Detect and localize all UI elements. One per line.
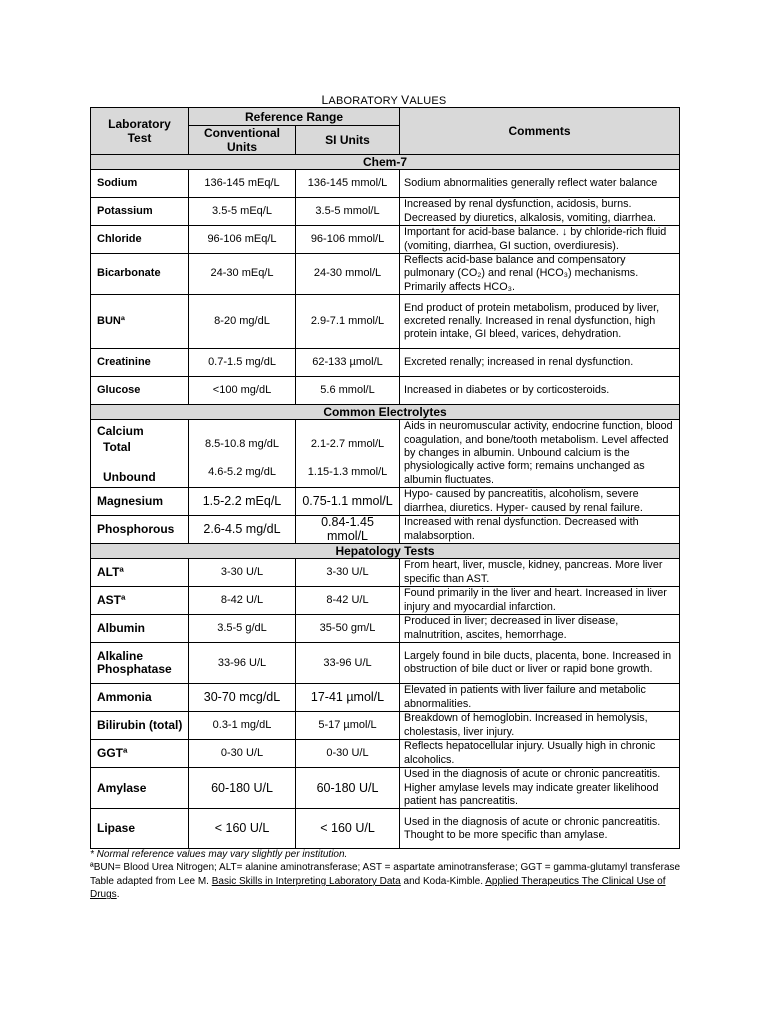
conventional-value: 3.5-5 mEq/L bbox=[189, 198, 296, 226]
table-row bbox=[91, 226, 680, 254]
comment: From heart, liver, muscle, kidney, pancreas. More liver specific than AST. bbox=[400, 559, 680, 587]
conventional-value: 3-30 U/L bbox=[189, 559, 296, 587]
calcium-label: Calcium bbox=[97, 423, 144, 438]
test-name: Creatinine bbox=[91, 349, 189, 377]
si-value: 136-145 mmol/L bbox=[296, 170, 400, 198]
footnotes bbox=[90, 848, 690, 902]
conventional-value: 30-70 mcg/dL bbox=[189, 684, 296, 712]
conventional-value: 60-180 U/L bbox=[189, 768, 296, 809]
test-name: Bicarbonate bbox=[91, 254, 189, 295]
conventional-value: 2.6-4.5 mg/dL bbox=[189, 516, 296, 544]
comment: End product of protein metabolism, produced by liver, excreted renally. Increased in renal dysfunction, high protein intake, GI bleed, varices, dehydration. bbox=[400, 295, 680, 349]
table-row bbox=[91, 643, 680, 684]
comment: Reflects acid-base balance and compensatory pulmonary (CO₂) and renal (HCO₃) mechanisms. Primarily affects HCO₃. bbox=[400, 254, 680, 295]
comment: Reflects hepatocellular injury. Usually high in chronic alcoholics. bbox=[400, 740, 680, 768]
table-row bbox=[91, 740, 680, 768]
table-row bbox=[91, 516, 680, 544]
table-row bbox=[91, 349, 680, 377]
si-value: < 160 U/L bbox=[296, 809, 400, 849]
si-value: 8-42 U/L bbox=[296, 587, 400, 615]
comment-calcium: Aids in neuromuscular activity, endocrine function, blood coagulation, and bone/tooth metabolism. Level affected by changes in albumin. Unbound calcium is the physiologically active form; remains unchanged as albumin fluctuates. bbox=[400, 420, 680, 488]
test-name: Lipase bbox=[91, 809, 189, 849]
table-row bbox=[91, 170, 680, 198]
table-row bbox=[91, 684, 680, 712]
comment: Produced in liver; decreased in liver disease, malnutrition, ascites, hemorrhage. bbox=[400, 615, 680, 643]
conventional-value: 24-30 mEq/L bbox=[189, 254, 296, 295]
calcium-unbound-label: Unbound bbox=[103, 469, 156, 484]
table-row bbox=[91, 254, 680, 295]
section-electrolytes: Common Electrolytes bbox=[91, 405, 680, 420]
test-name: Albumin bbox=[91, 615, 189, 643]
comment: Found primarily in the liver and heart. Increased in liver injury and myocardial infarction. bbox=[400, 587, 680, 615]
si-value: 3.5-5 mmol/L bbox=[296, 198, 400, 226]
test-name: BUNª bbox=[91, 295, 189, 349]
calcium-total-label: Total bbox=[103, 439, 131, 454]
comment: Elevated in patients with liver failure and metabolic abnormalities. bbox=[400, 684, 680, 712]
table-row bbox=[91, 488, 680, 516]
test-name: Chloride bbox=[91, 226, 189, 254]
conventional-value: 1.5-2.2 mEq/L bbox=[189, 488, 296, 516]
conventional-value: 136-145 mEq/L bbox=[189, 170, 296, 198]
table-row-calcium bbox=[91, 420, 680, 488]
si-value: 3-30 U/L bbox=[296, 559, 400, 587]
si-value: 2.9-7.1 mmol/L bbox=[296, 295, 400, 349]
comment: Used in the diagnosis of acute or chronic pancreatitis. Thought to be more specific than amylase. bbox=[400, 809, 680, 849]
section-hepatology: Hepatology Tests bbox=[91, 544, 680, 559]
test-name: ASTª bbox=[91, 587, 189, 615]
header-reference-range: Reference Range bbox=[189, 108, 400, 126]
table-row bbox=[91, 295, 680, 349]
test-name: Magnesium bbox=[91, 488, 189, 516]
test-name: Sodium bbox=[91, 170, 189, 198]
table-row bbox=[91, 712, 680, 740]
si-value-calcium bbox=[296, 420, 400, 488]
conventional-value: 8-20 mg/dL bbox=[189, 295, 296, 349]
si-value: 5.6 mmol/L bbox=[296, 377, 400, 405]
si-value: 62-133 µmol/L bbox=[296, 349, 400, 377]
comment: Sodium abnormalities generally reflect water balance bbox=[400, 170, 680, 198]
conventional-value: < 160 U/L bbox=[189, 809, 296, 849]
test-name: Alkaline Phosphatase bbox=[91, 643, 189, 684]
table-row bbox=[91, 377, 680, 405]
table-row bbox=[91, 587, 680, 615]
comment: Increased in diabetes or by corticosteroids. bbox=[400, 377, 680, 405]
lab-values-table bbox=[90, 107, 680, 849]
conventional-value: <100 mg/dL bbox=[189, 377, 296, 405]
source-mid: and Koda-Kimble. bbox=[400, 875, 486, 887]
source-end: . bbox=[116, 889, 120, 901]
calcium-unbound-conv: 4.6-5.2 mg/dL bbox=[208, 466, 276, 479]
source-book-2: Applied Therapeutics The Clinical Use of Drugs bbox=[90, 875, 666, 901]
test-name: ALTª bbox=[91, 559, 189, 587]
conventional-value: 33-96 U/L bbox=[189, 643, 296, 684]
source-prefix: Table adapted from Lee M. bbox=[90, 875, 212, 887]
source-book-1: Basic Skills in Interpreting Laboratory Data bbox=[211, 875, 401, 887]
comment: Excreted renally; increased in renal dysfunction. bbox=[400, 349, 680, 377]
footnote-normal-values: * Normal reference values may vary slightly per institution. bbox=[90, 849, 348, 860]
calcium-total-conv: 8.5-10.8 mg/dL bbox=[205, 437, 279, 450]
comment: Largely found in bile ducts, placenta, bone. Increased in obstruction of bile duct or liver or rapid bone growth. bbox=[400, 643, 680, 684]
comment: Increased by renal dysfunction, acidosis, burns. Decreased by diuretics, alkalosis, vomiting, diarrhea. bbox=[400, 198, 680, 226]
si-value: 96-106 mmol/L bbox=[296, 226, 400, 254]
header-si-units: SI Units bbox=[296, 126, 400, 155]
conventional-value: 0.3-1 mg/dL bbox=[189, 712, 296, 740]
conventional-value: 0.7-1.5 mg/dL bbox=[189, 349, 296, 377]
comment: Breakdown of hemoglobin. Increased in hemolysis, cholestasis, liver injury. bbox=[400, 712, 680, 740]
test-name: Bilirubin (total) bbox=[91, 712, 189, 740]
section-chem7: Chem-7 bbox=[91, 155, 680, 170]
si-value: 5-17 µmol/L bbox=[296, 712, 400, 740]
conventional-value: 0-30 U/L bbox=[189, 740, 296, 768]
footnote-source bbox=[90, 875, 690, 902]
footnote-abbreviations: ªBUN= Blood Urea Nitrogen; ALT= alanine aminotransferase; AST = aspartate aminotransferase; GGT = gamma-glutamyl transferase bbox=[90, 862, 681, 874]
comment: Used in the diagnosis of acute or chronic pancreatitis. Higher amylase levels may indicate greater likelihood patient has pancreatitis. bbox=[400, 768, 680, 809]
calcium-total-si: 2.1-2.7 mmol/L bbox=[310, 437, 385, 450]
conventional-value: 3.5-5 g/dL bbox=[189, 615, 296, 643]
header-conventional-units: Conventional Units bbox=[189, 126, 296, 155]
test-name: Potassium bbox=[91, 198, 189, 226]
table-row bbox=[91, 615, 680, 643]
conventional-value: 8-42 U/L bbox=[189, 587, 296, 615]
test-name: Amylase bbox=[91, 768, 189, 809]
test-name-calcium bbox=[91, 420, 189, 488]
header-lab-test: Laboratory Test bbox=[91, 108, 189, 155]
comment: Increased with renal dysfunction. Decreased with malabsorption. bbox=[400, 516, 680, 544]
comment: Hypo- caused by pancreatitis, alcoholism, severe diarrhea, diuretics. Hyper- caused by renal failure. bbox=[400, 488, 680, 516]
si-value: 35-50 gm/L bbox=[296, 615, 400, 643]
test-name: GGTª bbox=[91, 740, 189, 768]
table-row bbox=[91, 198, 680, 226]
test-name: Ammonia bbox=[91, 684, 189, 712]
page-title: LABORATORY VALUES bbox=[321, 93, 447, 107]
test-name: Phosphorous bbox=[91, 516, 189, 544]
conventional-value: 96-106 mEq/L bbox=[189, 226, 296, 254]
si-value: 24-30 mmol/L bbox=[296, 254, 400, 295]
conventional-value-calcium bbox=[189, 420, 296, 488]
si-value: 0.75-1.1 mmol/L bbox=[296, 488, 400, 516]
comment: Important for acid-base balance. ↓ by chloride-rich fluid (vomiting, diarrhea, GI suction, overdiuresis). bbox=[400, 226, 680, 254]
table-row bbox=[91, 809, 680, 849]
header-comments: Comments bbox=[400, 108, 680, 155]
table-row bbox=[91, 768, 680, 809]
si-value: 33-96 U/L bbox=[296, 643, 400, 684]
si-value: 0.84-1.45 mmol/L bbox=[296, 516, 400, 544]
si-value: 60-180 U/L bbox=[296, 768, 400, 809]
si-value: 17-41 µmol/L bbox=[296, 684, 400, 712]
table-row bbox=[91, 559, 680, 587]
test-name: Glucose bbox=[91, 377, 189, 405]
si-value: 0-30 U/L bbox=[296, 740, 400, 768]
calcium-unbound-si: 1.15-1.3 mmol/L bbox=[307, 466, 388, 479]
